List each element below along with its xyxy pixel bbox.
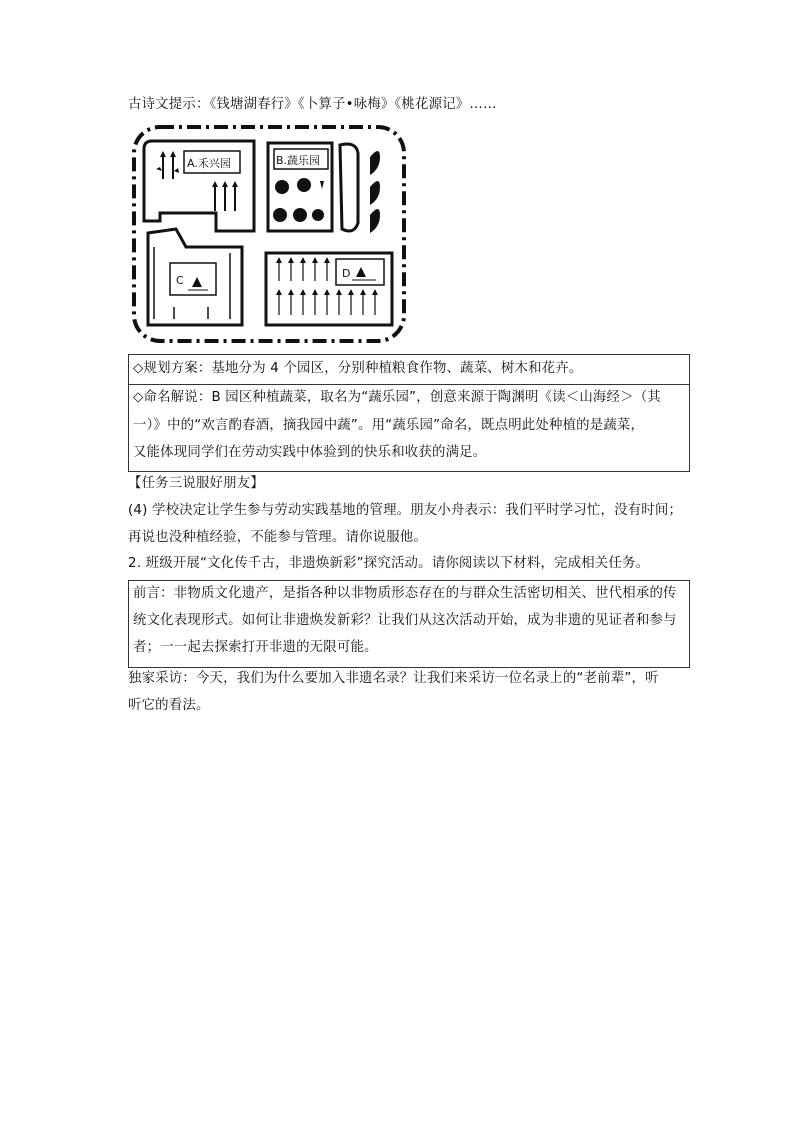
preface-text-2: 统文化表现形式。如何让非遗焕发新彩？让我们从这次活动开始，成为非遗的见证者和参与 bbox=[133, 613, 677, 628]
label-a: A.禾兴园 bbox=[187, 157, 231, 170]
question-4-line-1: (4) 学校决定让学生参与劳动实践基地的管理。朋友小舟表示：我们平时学习忙，没有时间； bbox=[128, 503, 683, 518]
plan-text: ◇规划方案：基地分为 4 个园区，分别种植粮食作物、蔬菜、树木和花卉。 bbox=[133, 361, 583, 376]
naming-text-1: ◇命名解说：B 园区种植蔬菜，取名为“蔬乐园”，创意来源于陶渊明《读＜山海经＞（其 bbox=[133, 390, 661, 405]
question-2-line: 2. 班级开展“文化传千古，非遗焕新彩”探究活动。请你阅读以下材料，完成相关任务。 bbox=[128, 556, 650, 571]
preface-text-1: 前言：非物质文化遗产，是指各种以非物质形态存在的与群众生活密切相关、世代相承的传 bbox=[133, 586, 677, 601]
label-b: B.蔬乐园 bbox=[276, 154, 321, 167]
preface-text-3: 者；一一起去探索打开非遗的无限可能。 bbox=[133, 640, 378, 655]
naming-text-3: 又能体现同学们在劳动实践中体验到的快乐和收获的满足。 bbox=[133, 445, 487, 460]
task3-title: 【任务三说服好朋友】 bbox=[128, 476, 264, 491]
poem-hint: 古诗文提示：《钱塘湖春行》《卜算子•咏梅》《桃花源记》…… bbox=[128, 97, 497, 112]
label-c: C bbox=[176, 274, 184, 287]
interview-line-2: 听它的看法。 bbox=[128, 698, 210, 713]
preface-box bbox=[128, 580, 690, 668]
question-4-line-2: 再说也没种植经验，不能参与管理。请你说服他。 bbox=[128, 530, 427, 545]
pepper-icons bbox=[370, 151, 380, 233]
garden-map bbox=[130, 123, 408, 345]
vegetable-icons bbox=[273, 178, 324, 222]
label-d: D bbox=[342, 267, 351, 280]
plan-box bbox=[128, 354, 690, 472]
naming-text-2: 一）》中的“欢言酌春酒，摘我园中蔬”。用“蔬乐园”命名，既点明此处种植的是蔬菜， bbox=[133, 418, 645, 433]
interview-line-1: 独家采访：今天，我们为什么要加入非遗名录？让我们来采访一位名录上的“老前辈”，听 bbox=[128, 671, 659, 686]
